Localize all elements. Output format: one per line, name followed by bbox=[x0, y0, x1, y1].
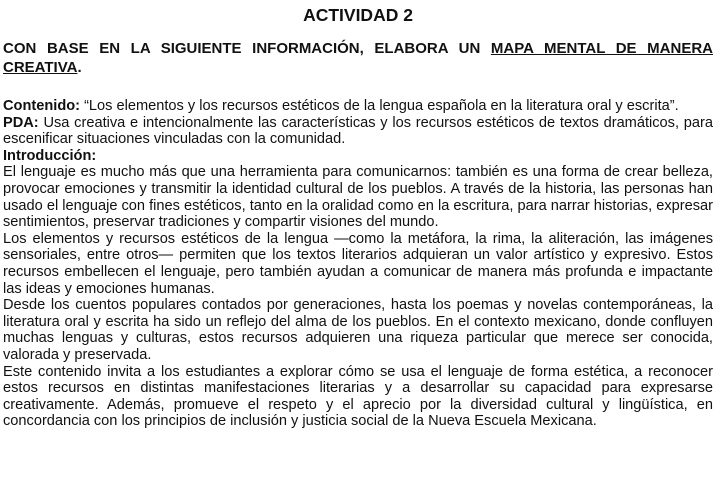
instruction-suffix: . bbox=[77, 59, 82, 76]
pda-text: Usa creativa e intencionalmente las características y los recursos estéticos de textos dramáticos, para escenificar situaciones vinculadas con la comunidad. bbox=[3, 114, 713, 148]
pda-block bbox=[3, 115, 713, 148]
activity-title: ACTIVIDAD 2 bbox=[303, 5, 413, 25]
introduccion-heading: Introducción: bbox=[3, 147, 97, 164]
intro-paragraph-1: El lenguaje es mucho más que una herramienta para comunicarnos: también es una forma de crear belleza, provocar emociones y transmitir la identidad cultural de los pueblos. A través de la historia, las personas han usado el lenguaje con fines estéticos, tanto en la oralidad como en la escritura, para narrar historias, expresar sentimientos, preservar tradiciones y compartir visiones del mundo. bbox=[3, 164, 713, 231]
contenido-text: “Los elementos y los recursos estéticos de la lengua española en la literatura oral y escrita”. bbox=[80, 98, 679, 114]
contenido-label: Contenido: bbox=[3, 98, 81, 114]
contenido-block bbox=[3, 98, 713, 115]
pda-label: PDA: bbox=[3, 114, 39, 131]
instruction-prefix: CON BASE EN LA SIGUIENTE INFORMACIÓN, ELABORA UN bbox=[3, 40, 491, 57]
intro-paragraph-4: Este contenido invita a los estudiantes a explorar cómo se usa el lenguaje de forma estética, a reconocer estos recursos en distintas manifestaciones literarias y a desarrollar su capacidad para expresarse creativamente. Además, promueve el respeto y el aprecio por la diversidad cultural y lingüística, en concordancia con los principios de inclusión y justicia social de la Nueva Escuela Mexicana. bbox=[3, 363, 713, 430]
intro-paragraph-3: Desde los cuentos populares contados por generaciones, hasta los poemas y novelas contemporáneas, la literatura oral y escrita ha sido un reflejo del alma de los pueblos. En el contexto mexicano, donde confluyen muchas lenguas y culturas, estos recursos adquieren una riqueza particular que merece ser conocida, valorada y preservada. bbox=[3, 297, 713, 363]
instruction-text bbox=[3, 39, 713, 77]
instruction-underlined: MAPA MENTAL DE MANERA CREATIVA bbox=[3, 40, 713, 76]
intro-paragraph-2: Los elementos y recursos estéticos de la lengua —como la metáfora, la rima, la aliteración, las imágenes sensoriales, entre otros— permiten que los textos literarios adquieran un valor artístico y expresivo. Estos recursos embellecen el lenguaje, pero también ayudan a comunicar de manera más profunda e impactante las ideas y emociones humanas. bbox=[3, 230, 713, 297]
